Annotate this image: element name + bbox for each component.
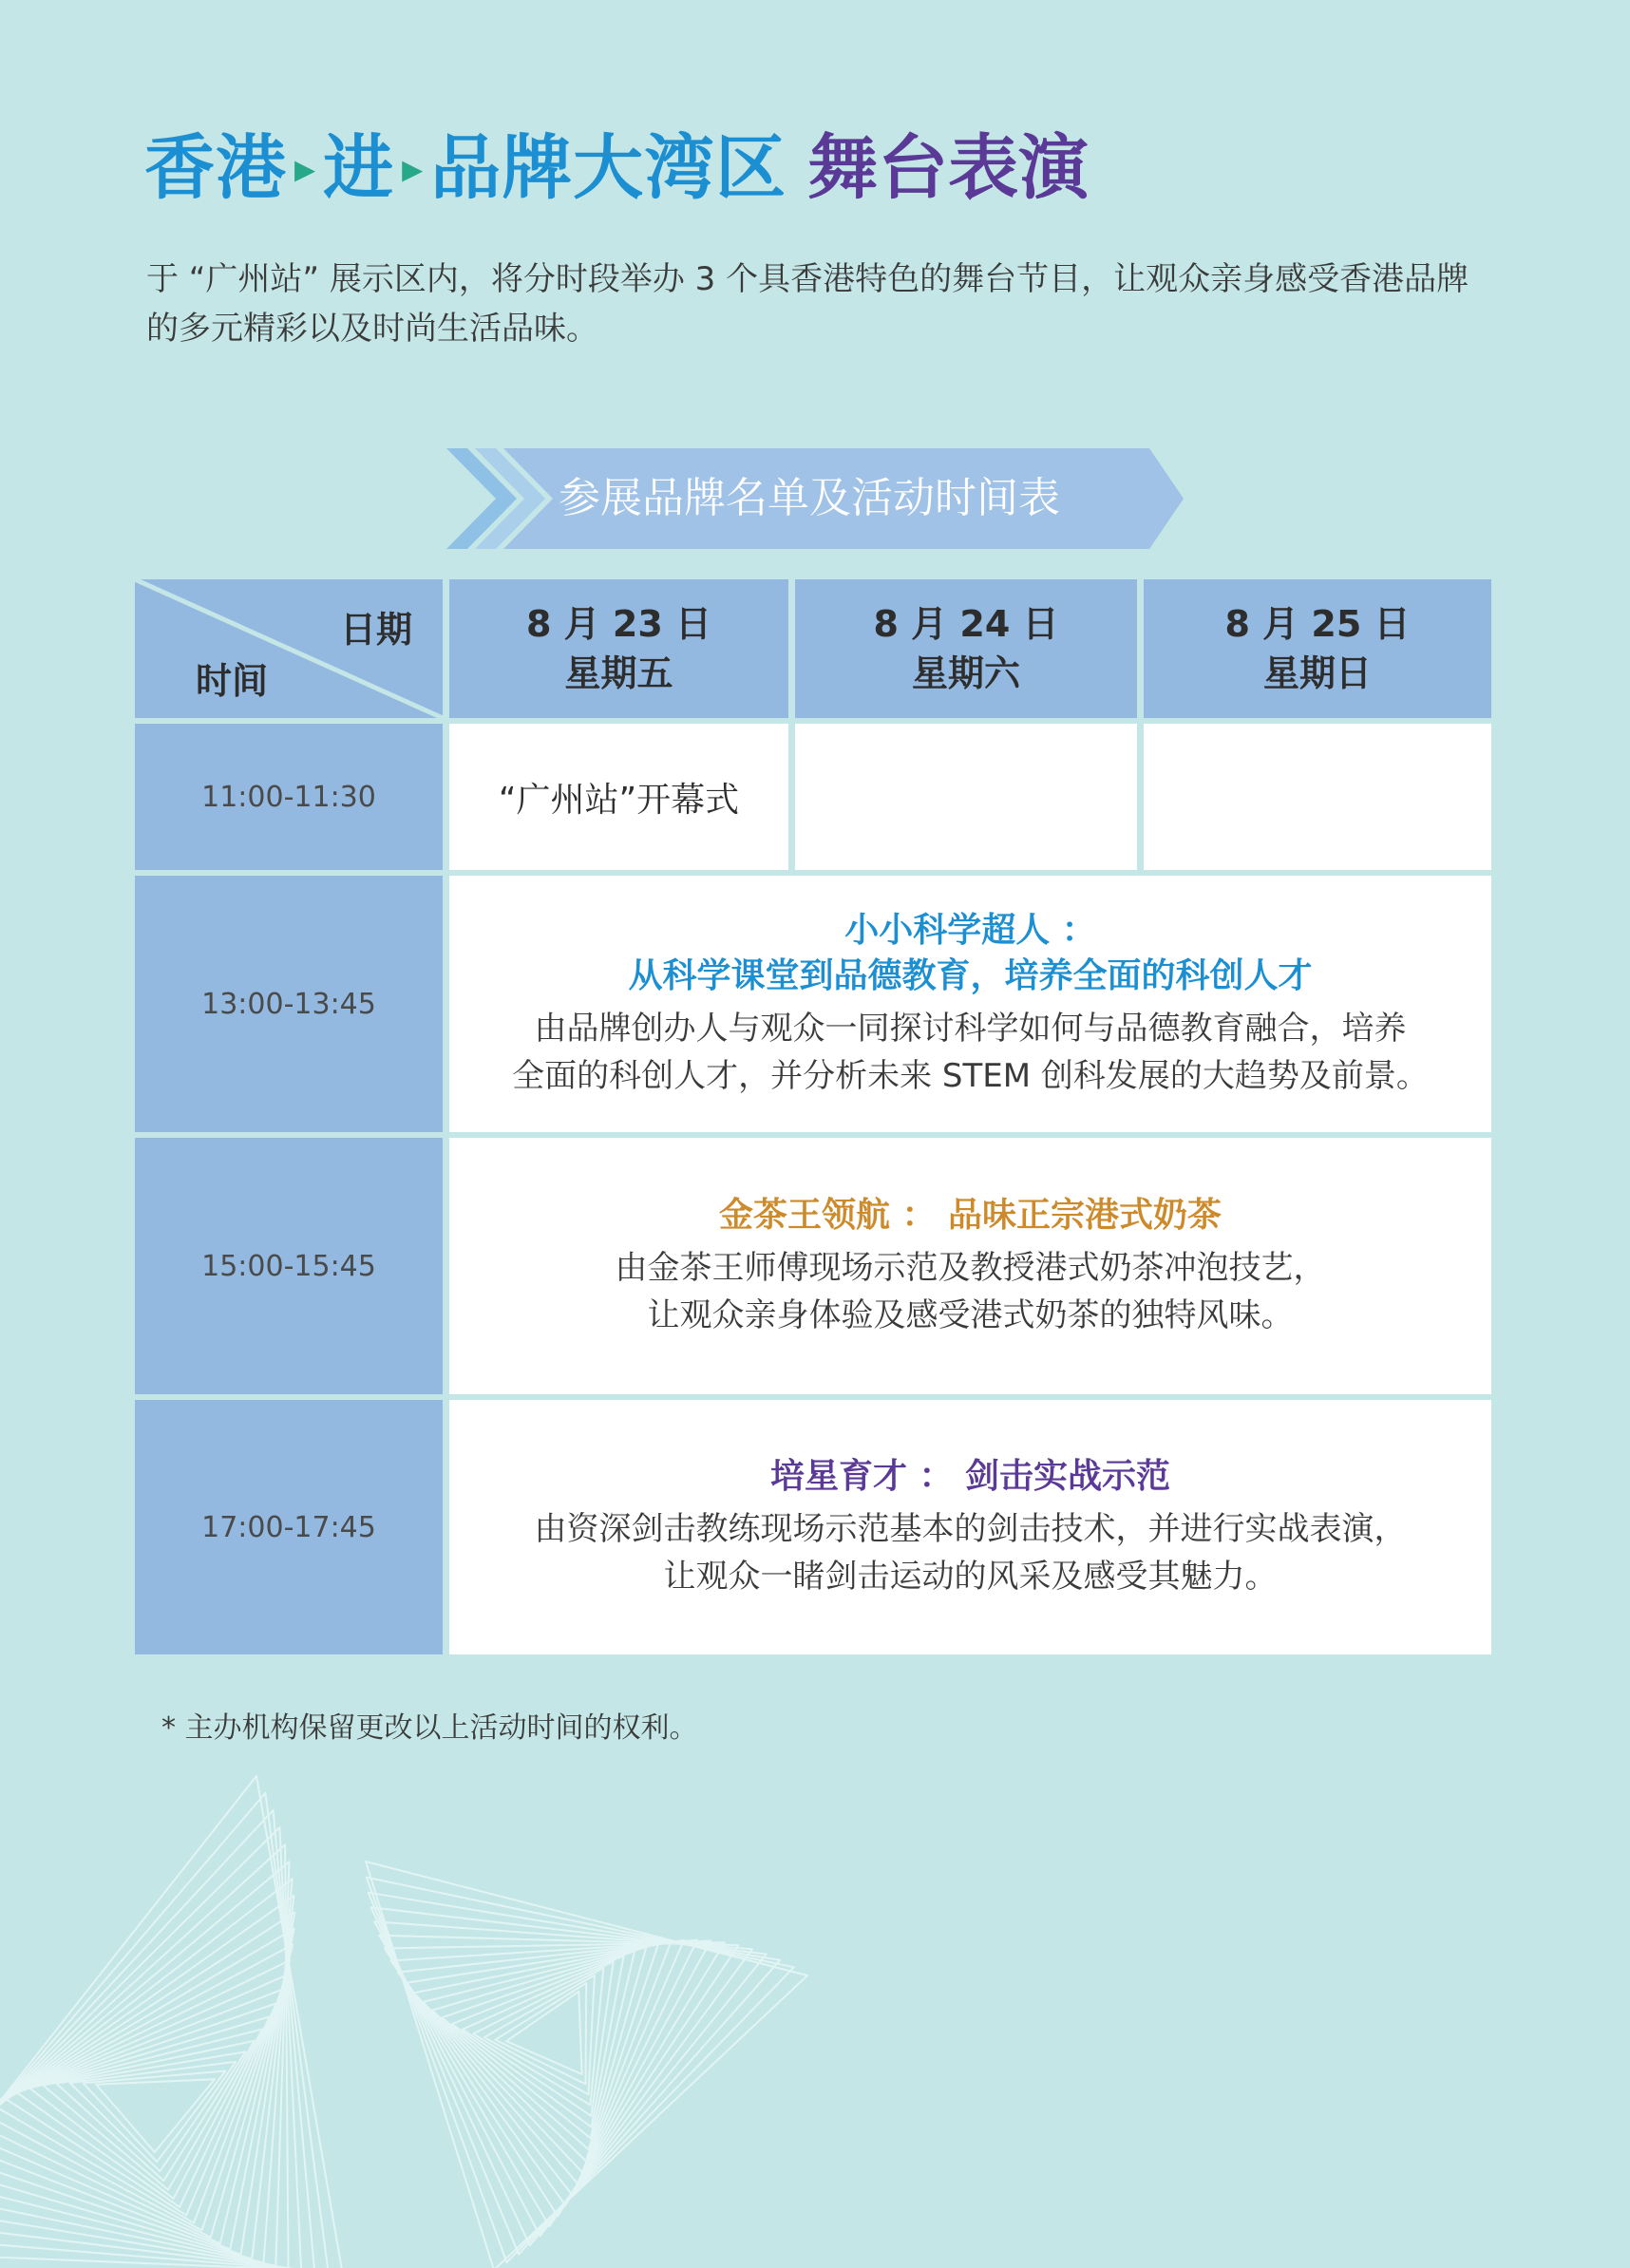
page-title [144, 112, 1089, 207]
title-part-1: 香港 [144, 127, 287, 209]
day-date: 8 月 25 日 [1224, 603, 1411, 645]
event-cell [449, 1400, 1491, 1654]
title-part-2: 进 [323, 127, 395, 209]
time-cell: 15:00-15:45 [135, 1138, 443, 1394]
day-date: 8 月 23 日 [525, 603, 711, 645]
event-description [512, 1005, 1429, 1100]
event-description-line: 由资深剑击教练现场示范基本的剑击技术，并进行实战表演， [534, 1510, 1407, 1548]
footnote: * 主办机构保留更改以上活动时间的权利。 [161, 1711, 698, 1745]
day-weekday: 星期五 [564, 652, 673, 694]
decorative-triangles [0, 1738, 855, 2268]
empty-cell [1144, 724, 1491, 870]
event-title: 从科学课堂到品德教育，培养全面的科创人才 [628, 956, 1313, 995]
event-title: 金茶王领航 ： 品味正宗港式奶茶 [718, 1196, 1222, 1235]
event-description [535, 1505, 1407, 1600]
time-cell: 13:00-13:45 [135, 876, 443, 1132]
event-description-line: 由金茶王师傅现场示范及教授港式奶茶冲泡技艺， [615, 1249, 1326, 1287]
day-date: 8 月 24 日 [873, 603, 1059, 645]
arrow-separator-icon: ▸ [402, 144, 424, 193]
event-description [616, 1244, 1326, 1339]
event-description-line: 让观众一睹剑击运动的风采及感受其魅力。 [663, 1558, 1278, 1596]
schedule-banner [446, 448, 1184, 549]
time-cell: 17:00-17:45 [135, 1400, 443, 1654]
day-header [795, 579, 1137, 718]
event-cell [449, 1138, 1491, 1394]
day-weekday: 星期日 [1262, 652, 1372, 694]
empty-cell [795, 724, 1137, 870]
corner-header [135, 579, 443, 718]
event-title: 小小科学超人 ： [844, 911, 1096, 950]
banner-label: 参展品牌名单及活动时间表 [559, 474, 1060, 522]
corner-date-label: 日期 [339, 609, 412, 651]
day-header [449, 579, 788, 718]
day-weekday: 星期六 [911, 652, 1020, 694]
event-description-line: 全面的科创人才，并分析未来 STEM 创科发展的大趋势及前景。 [512, 1057, 1429, 1095]
event-cell [449, 876, 1491, 1132]
event-title: 培星育才 ： 剑击实战示范 [769, 1457, 1171, 1496]
corner-time-label: 时间 [196, 660, 269, 702]
event-description-line: 让观众亲身体验及感受港式奶茶的独特风味。 [647, 1296, 1294, 1334]
intro-paragraph: 于 “广州站” 展示区内，将分时段举办 3 个具香港特色的舞台节目，让观众亲身感受香港品牌的多元精彩以及时尚生活品味。 [146, 260, 1469, 348]
arrow-separator-icon: ▸ [294, 144, 316, 193]
title-part-3: 品牌大湾区 [430, 127, 787, 209]
day-header [1144, 579, 1491, 718]
time-cell: 11:00-11:30 [135, 724, 443, 870]
title-highlight: 舞台表演 [807, 127, 1090, 209]
event-description-line: 由品牌创办人与观众一同探讨科学如何与品德教育融合，培养 [534, 1010, 1407, 1048]
opening-ceremony-cell: “广州站”开幕式 [449, 724, 788, 870]
